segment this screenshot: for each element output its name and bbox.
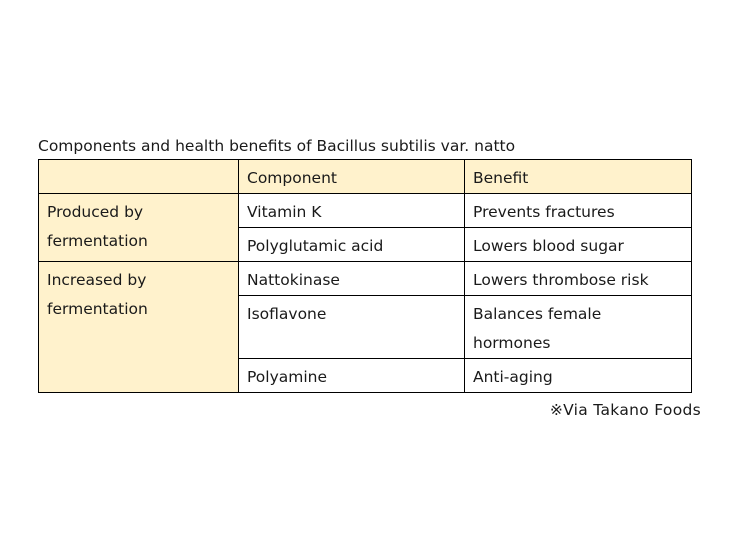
source-credit: ※Via Takano Foods [549, 401, 701, 419]
component-cell: Nattokinase [239, 262, 465, 296]
header-benefit: Benefit [465, 160, 692, 194]
component-cell: Isoflavone [239, 296, 465, 359]
header-empty-cell [39, 160, 239, 194]
table-caption: Components and health benefits of Bacillus subtilis var. natto [38, 137, 516, 155]
benefit-cell: Lowers blood sugar [465, 228, 692, 262]
benefit-cell: Lowers thrombose risk [465, 262, 692, 296]
benefit-cell: Balances female hormones [465, 296, 692, 359]
benefit-cell: Anti-aging [465, 359, 692, 393]
table-row [39, 194, 692, 228]
component-cell: Polyamine [239, 359, 465, 393]
header-component: Component [239, 160, 465, 194]
group-label-increased: Increased by fermentation [39, 262, 239, 393]
table-row [39, 262, 692, 296]
component-cell: Vitamin K [239, 194, 465, 228]
components-benefits-table [38, 159, 692, 393]
component-cell: Polyglutamic acid [239, 228, 465, 262]
table-header-row [39, 160, 692, 194]
benefit-cell: Prevents fractures [465, 194, 692, 228]
group-label-produced: Produced by fermentation [39, 194, 239, 262]
